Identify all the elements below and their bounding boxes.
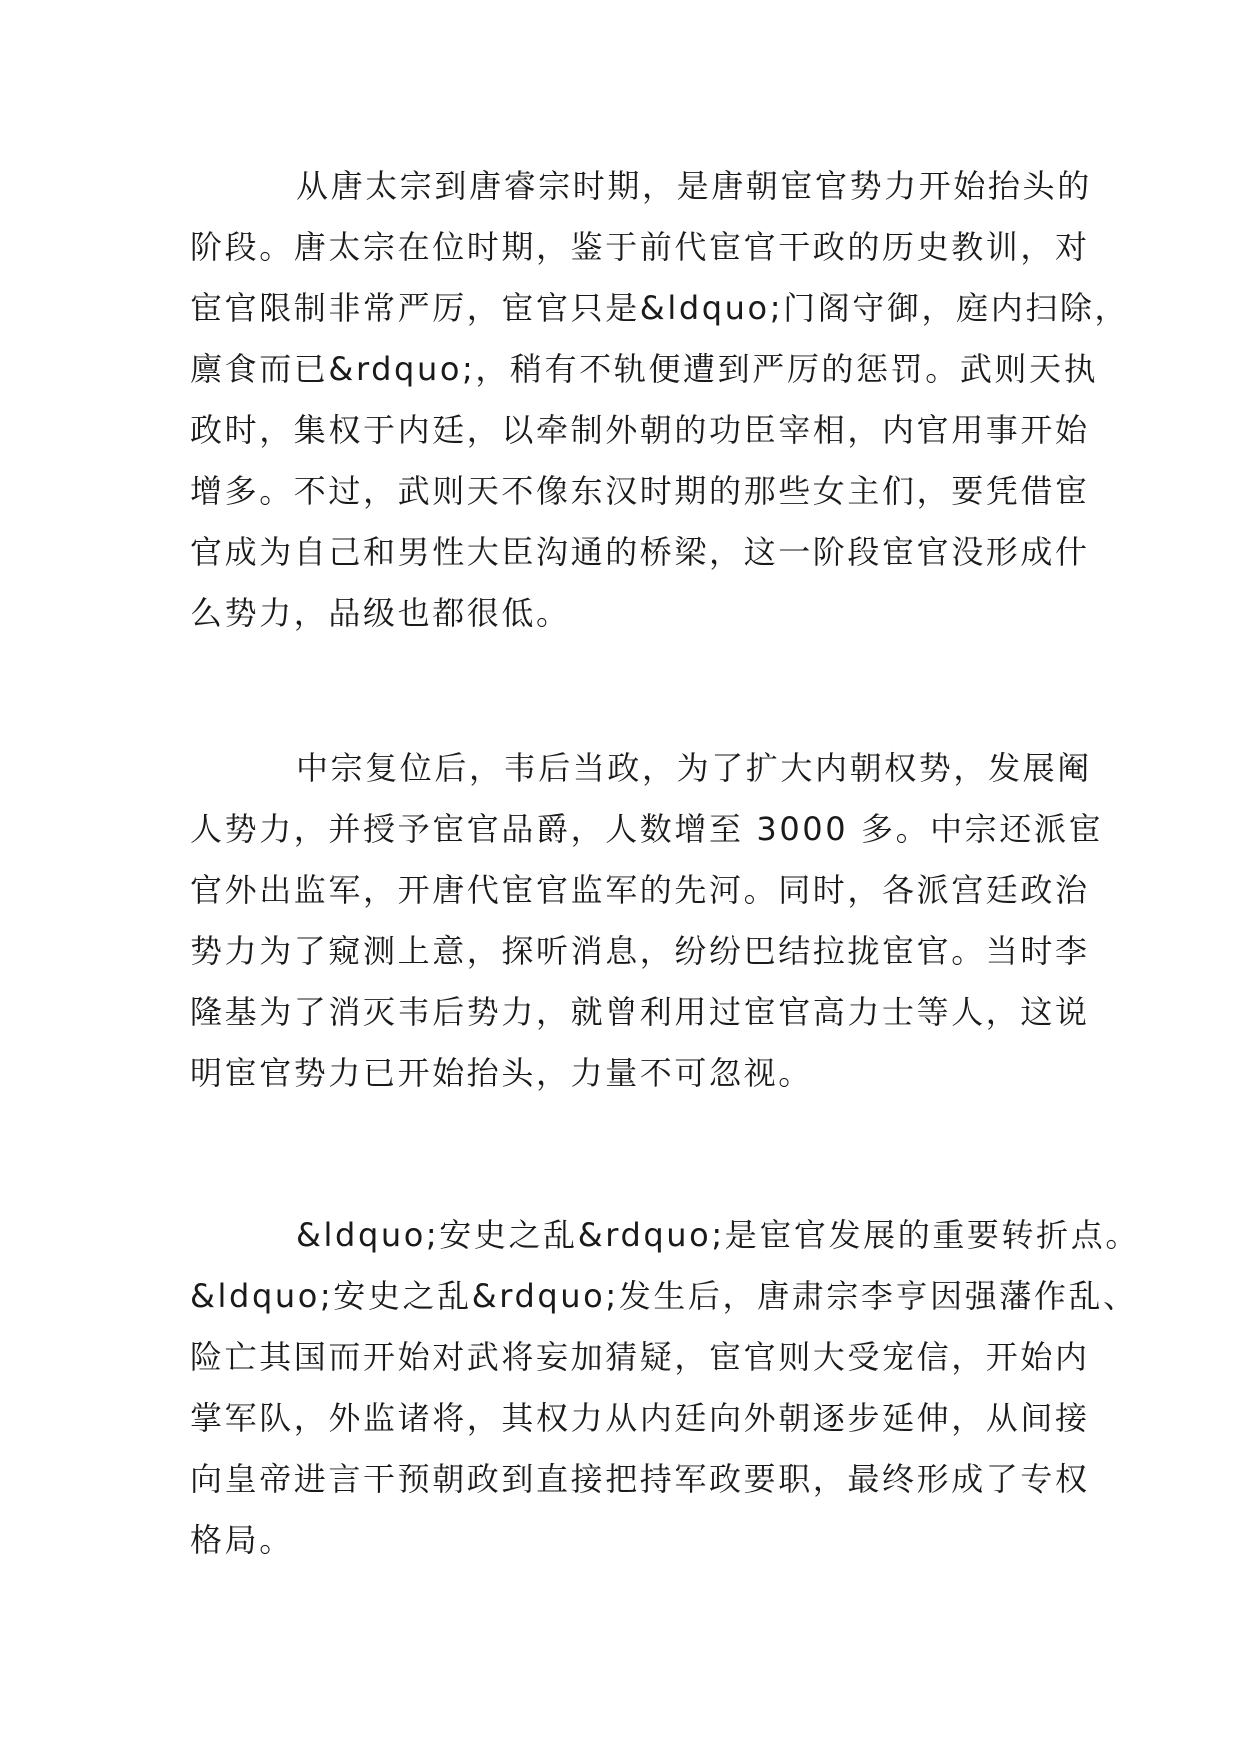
paragraph-line: 从唐太宗到唐睿宗时期，是唐朝宦官势力开始抬头的: [296, 167, 1092, 205]
paragraph-line: 险亡其国而开始对武将妄加猜疑，宦官则大受宠信，开始内: [190, 1338, 1090, 1376]
paragraph-line: 阶段。唐太宗在位时期，鉴于前代宦官干政的历史教训，对: [190, 228, 1090, 266]
paragraph-line: 廪食而已&rdquo;，稍有不轨便遭到严厉的惩罚。武则天执: [190, 350, 1099, 388]
paragraph-line: 势力为了窥测上意，探听消息，纷纷巴结拉拢宦官。当时李: [190, 932, 1090, 970]
paragraph-line: 政时，集权于内廷，以牵制外朝的功臣宰相，内官用事开始: [190, 411, 1090, 449]
paragraph-line: &ldquo;安史之乱&rdquo;是宦官发展的重要转折点。: [296, 1216, 1140, 1254]
paragraph-zhongzong-restoration: [190, 738, 1104, 1104]
paragraph-line: 官成为自己和男性大臣沟通的桥梁，这一阶段宦官没形成什: [190, 533, 1090, 571]
paragraph-anshi-rebellion: [190, 1205, 1140, 1571]
paragraph-line: 向皇帝进言干预朝政到直接把持军政要职，最终形成了专权: [190, 1460, 1090, 1498]
paragraph-line: &ldquo;安史之乱&rdquo;发生后，唐肃宗李亨因强藩作乱、: [190, 1277, 1138, 1315]
paragraph-line: 增多。不过，武则天不像东汉时期的那些女主们，要凭借宦: [190, 472, 1090, 510]
paragraph-line: 宦官限制非常严厉，宦官只是&ldquo;门阁守御，庭内扫除，: [190, 289, 1130, 327]
paragraph-line: 么势力，品级也都很低。: [190, 594, 571, 632]
paragraph-line: 官外出监军，开唐代宦官监军的先河。同时，各派宫廷政治: [190, 871, 1090, 909]
paragraph-line: 隆基为了消灭韦后势力，就曾利用过宦官高力士等人，这说: [190, 993, 1090, 1031]
paragraph-line: 格局。: [190, 1521, 294, 1559]
paragraph-line: 中宗复位后，韦后当政，为了扩大内朝权势，发展阉: [296, 749, 1092, 787]
paragraph-line: 明宦官势力已开始抬头，力量不可忽视。: [190, 1054, 813, 1092]
paragraph-tang-early-eunuchs: [190, 156, 1130, 644]
paragraph-line: 掌军队，外监诸将，其权力从内廷向外朝逐步延伸，从间接: [190, 1399, 1090, 1437]
paragraph-line: 人势力，并授予宦官品爵，人数增至 3000 多。中宗还派宦: [190, 810, 1104, 848]
